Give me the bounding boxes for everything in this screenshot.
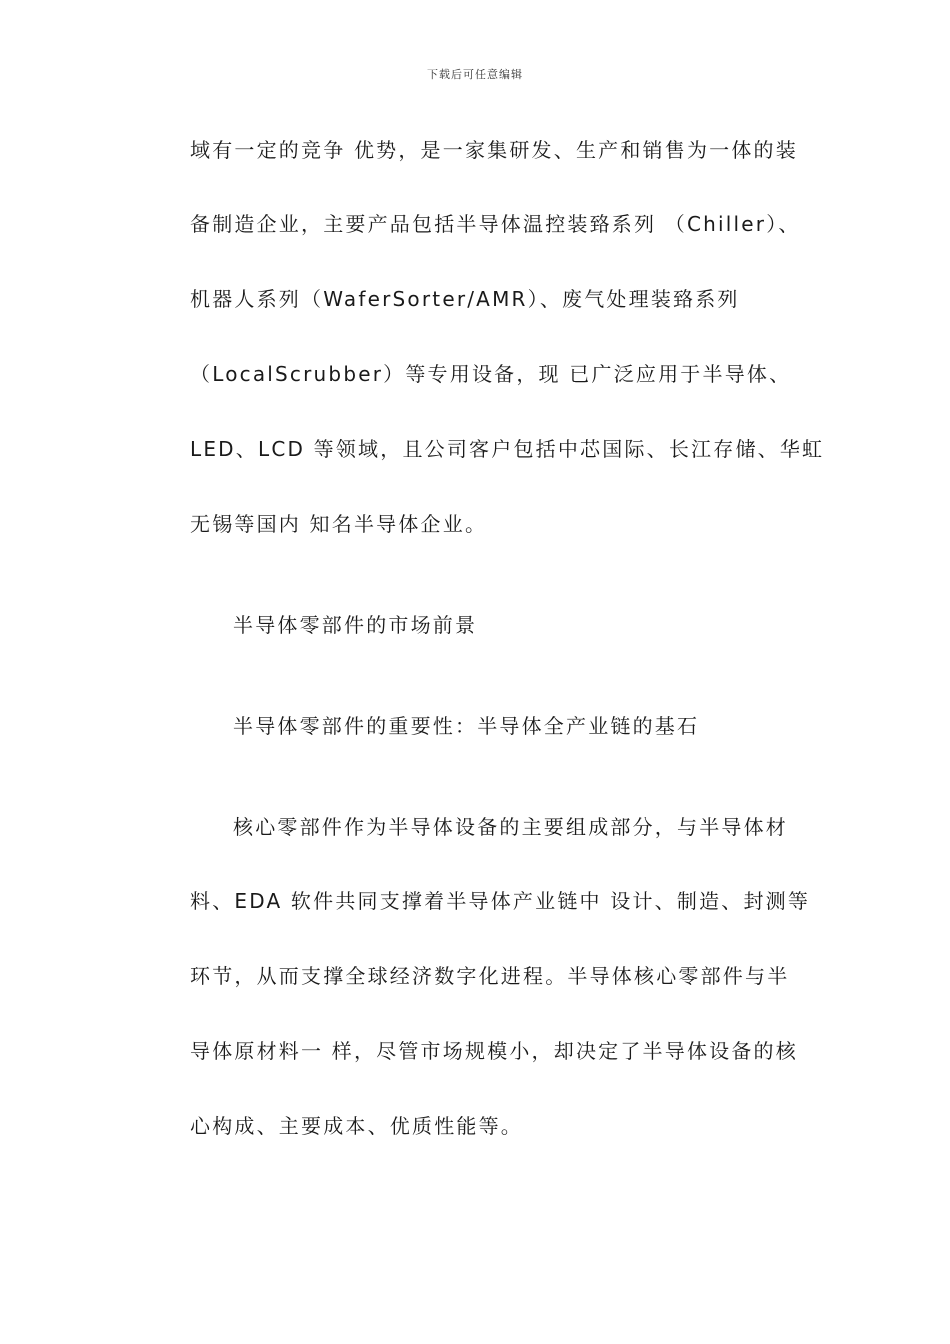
page-header-note: 下载后可任意编辑 (427, 68, 523, 81)
paragraph-line: 环节，从而支撑全球经济数字化进程。半导体核心零部件与半 (190, 964, 790, 988)
paragraph-line: 导体原材料一 样，尽管市场规模小，却决定了半导体设备的核 (190, 1039, 798, 1063)
paragraph-line: 核心零部件作为半导体设备的主要组成部分，与半导体材 (233, 815, 788, 839)
subsection-heading: 半导体零部件的重要性：半导体全产业链的基石 (233, 714, 700, 738)
section-heading: 半导体零部件的市场前景 (233, 613, 478, 637)
paragraph-line: 料、EDA 软件共同支撑着半导体产业链中 设计、制造、封测等 (190, 889, 811, 913)
paragraph-line: 心构成、主要成本、优质性能等。 (190, 1114, 523, 1138)
paragraph-line: 域有一定的竞争 优势，是一家集研发、生产和销售为一体的装 (190, 138, 798, 162)
paragraph-line: LED、LCD 等领域，且公司客户包括中芯国际、长江存储、华虹 (190, 437, 825, 461)
paragraph-line: 无锡等国内 知名半导体企业。 (190, 512, 488, 536)
paragraph-line: （LocalScrubber）等专用设备，现 已广泛应用于半导体、 (190, 362, 792, 386)
paragraph-line: 机器人系列（WaferSorter/AMR）、废气处理装臵系列 (190, 287, 740, 311)
paragraph-line: 备制造企业，主要产品包括半导体温控装臵系列 （Chiller）、 (190, 212, 801, 236)
